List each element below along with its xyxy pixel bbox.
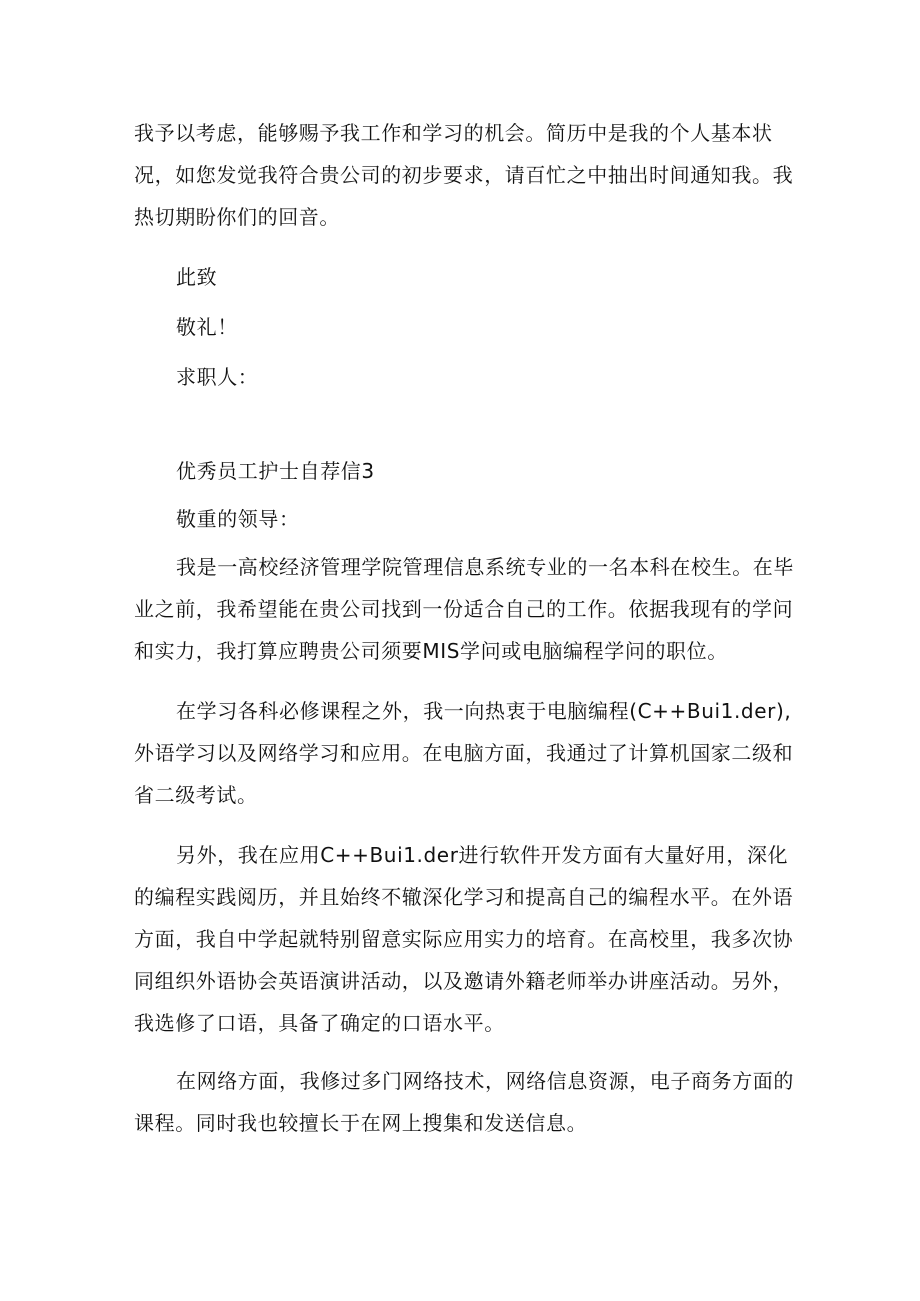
paragraph-intro-end: 我予以考虑，能够赐予我工作和学习的机会。简历中是我的个人基本状况，如您发觉我符合贵公司的初步要求，请百忙之中抽出时间通知我。我热切期盼你们的回音。	[134, 121, 794, 229]
salutation: 敬重的领导：	[176, 507, 300, 531]
paragraph-3: 另外，我在应用C++Bui1.der进行软件开发方面有大量好用，深化的编程实践阅历，并且始终不辙深化学习和提高自己的编程水平。在外语方面，我自中学起就特别留意实际应用实力的培育。在高校里，我多次协同组织外语协会英语演讲活动，以及邀请外籍老师举办讲座活动。另外，我选修了口语，具备了确定的口语水平。	[134, 843, 794, 1035]
section-title: 优秀员工护士自荐信3	[176, 459, 375, 483]
signature-line: 求职人：	[176, 365, 259, 389]
closing-line-1: 此致	[176, 265, 218, 289]
paragraph-1: 我是一高校经济管理学院管理信息系统专业的一名本科在校生。在毕业之前，我希望能在贵公司找到一份适合自己的工作。依据我现有的学问和实力，我打算应聘贵公司须要MIS学问或电脑编程学问的职位。	[134, 555, 794, 663]
closing-line-2: 敬礼！	[176, 315, 238, 339]
paragraph-4: 在网络方面，我修过多门网络技术，网络信息资源，电子商务方面的课程。同时我也较擅长于在网上搜集和发送信息。	[134, 1069, 794, 1135]
paragraph-2: 在学习各科必修课程之外，我一向热衷于电脑编程(C++Bui1.der),外语学习以及网络学习和应用。在电脑方面，我通过了计算机国家二级和省二级考试。	[134, 699, 794, 807]
